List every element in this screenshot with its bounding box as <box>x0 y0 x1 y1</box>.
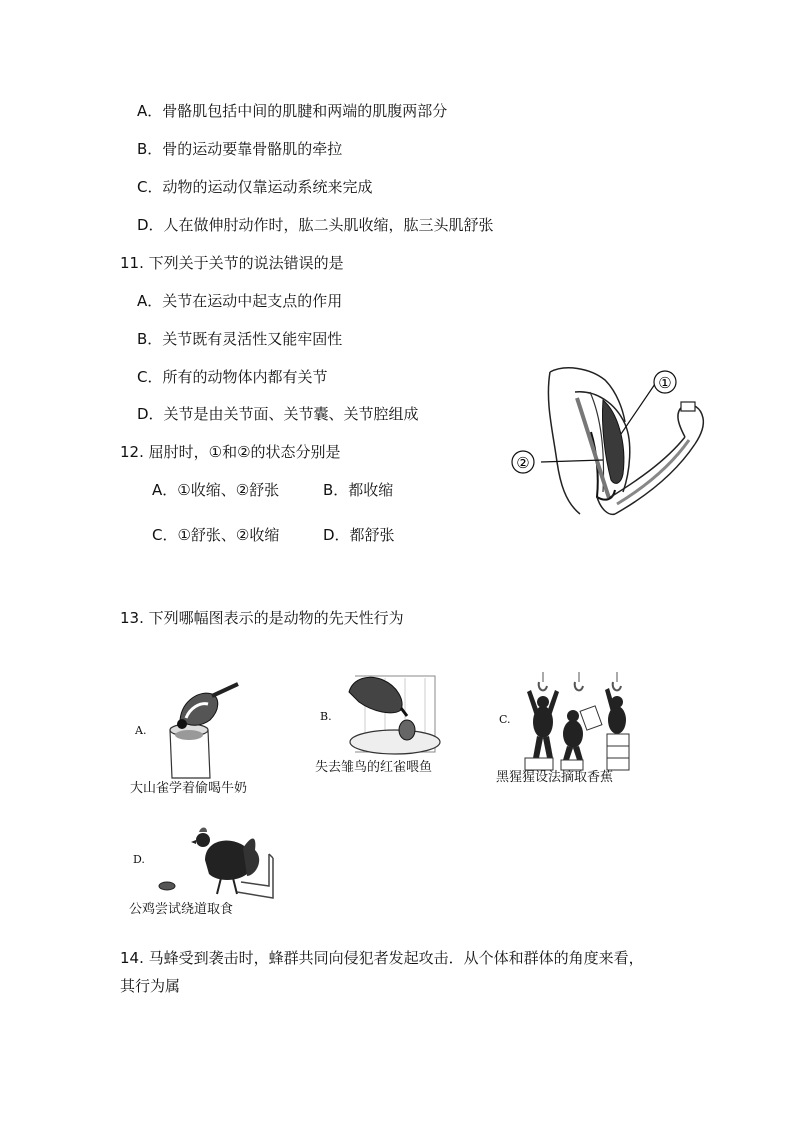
q13-stem: 13. 下列哪幅图表示的是动物的先天性行为 <box>120 609 404 627</box>
q12-option-c: C．①舒张、②收缩 <box>152 526 280 544</box>
q11-option-b: B．关节既有灵活性又能牢固性 <box>137 330 343 348</box>
q12-option-a: A．①收缩、②舒张 <box>152 481 280 499</box>
q14-stem-line2: 其行为属 <box>120 977 181 995</box>
q10-option-d: D．人在做伸肘动作时，肱二头肌收缩，肱三头肌舒张 <box>137 216 494 234</box>
picture-a-letter: A. <box>135 724 147 737</box>
q11-option-c: C．所有的动物体内都有关节 <box>137 368 328 386</box>
picture-d-letter: D. <box>133 853 145 866</box>
q10-option-b: B．骨的运动要靠骨骼肌的牵拉 <box>137 140 343 158</box>
q12-option-b: B．都收缩 <box>323 481 394 499</box>
q10-option-a: A．骨骼肌包括中间的肌腱和两端的肌腹两部分 <box>137 102 448 120</box>
picture-b-caption: 失去雏鸟的红雀喂鱼 <box>315 760 433 775</box>
picture-c-caption: 黑猩猩设法摘取香蕉 <box>496 770 614 785</box>
picture-a-caption: 大山雀学着偷喝牛奶 <box>130 781 248 796</box>
picture-d-caption: 公鸡尝试绕道取食 <box>129 902 234 917</box>
diagram-label-1: ① <box>658 374 672 392</box>
picture-c-chimpanzees-bananas <box>515 672 640 772</box>
q10-option-c: C．动物的运动仅靠运动系统来完成 <box>137 178 373 196</box>
q12-option-d: D．都舒张 <box>323 526 395 544</box>
q14-stem-line1: 14. 马蜂受到袭击时，蜂群共同向侵犯者发起攻击．从个体和群体的角度来看， <box>120 949 644 967</box>
picture-c-letter: C. <box>499 713 511 726</box>
picture-b-cardinal-fish <box>335 672 445 760</box>
picture-b-letter: B. <box>320 710 332 723</box>
arm-muscle-diagram <box>505 362 725 522</box>
q11-option-a: A．关节在运动中起支点的作用 <box>137 292 343 310</box>
q11-option-d: D．关节是由关节面、关节囊、关节腔组成 <box>137 405 419 423</box>
picture-a-tit-milk <box>150 680 250 780</box>
q11-stem: 11. 下列关于关节的说法错误的是 <box>120 254 344 272</box>
q12-stem: 12. 屈肘时，①和②的状态分别是 <box>120 443 341 461</box>
diagram-label-2: ② <box>516 454 530 472</box>
picture-d-rooster-detour <box>155 820 280 900</box>
